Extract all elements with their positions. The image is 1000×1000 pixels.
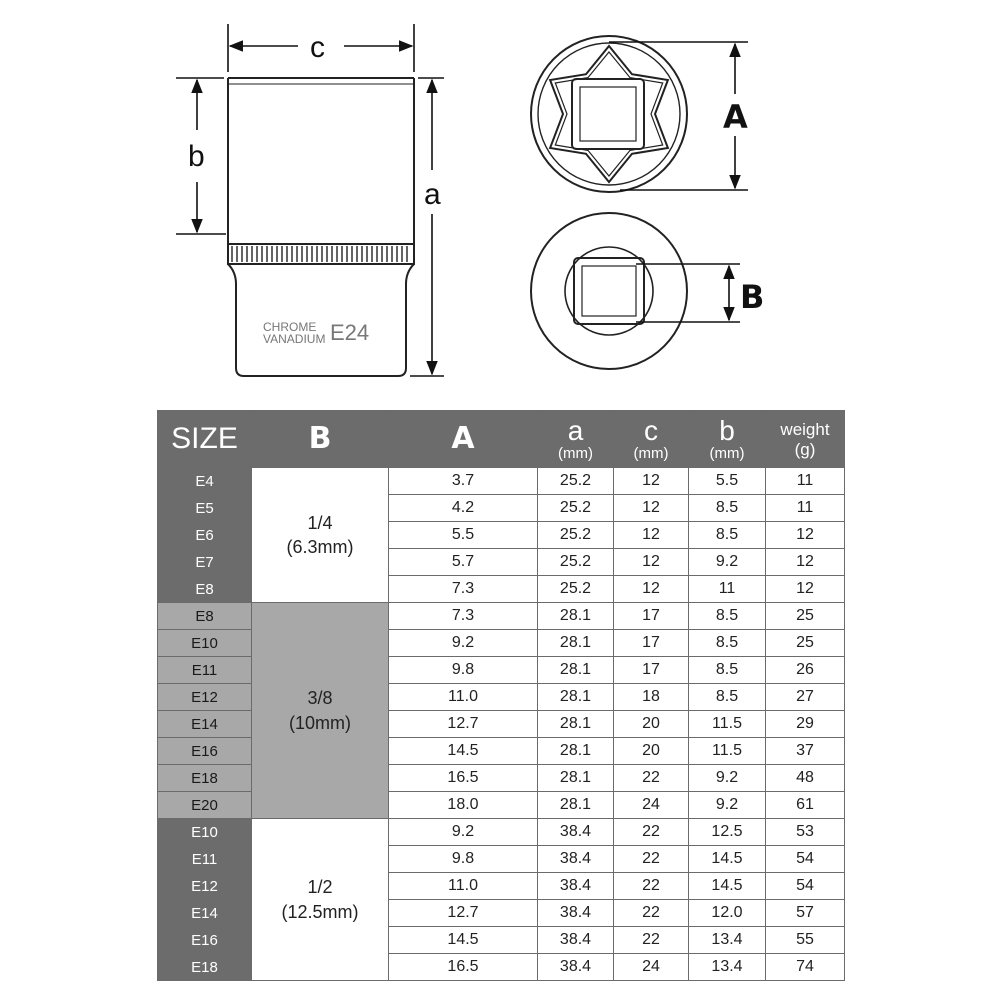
cell-c: 22 [614, 765, 689, 792]
header-b-unit: (mm) [709, 445, 745, 462]
cell-b: 9.2 [689, 549, 766, 576]
cell-c: 22 [614, 846, 689, 873]
drive-mm: (6.3mm) [286, 537, 354, 557]
socket-marking [263, 320, 369, 346]
cell-weight: 11 [766, 468, 845, 495]
cell-a-upper: 3.7 [389, 468, 538, 495]
cell-weight: 37 [766, 738, 845, 765]
cell-a: 25.2 [538, 576, 614, 603]
drive-fraction: 1/2 [307, 877, 333, 898]
cell-drive-size [252, 819, 389, 981]
cell-weight: 25 [766, 630, 845, 657]
table-row [158, 819, 845, 846]
table-header-row [158, 411, 845, 468]
cell-b: 5.5 [689, 468, 766, 495]
cell-b: 11 [689, 576, 766, 603]
cell-size: E10 [158, 819, 252, 846]
cell-b: 12.0 [689, 900, 766, 927]
cell-a-upper: 9.2 [389, 630, 538, 657]
cell-b: 11.5 [689, 738, 766, 765]
cell-size: E8 [158, 576, 252, 603]
cell-c: 24 [614, 954, 689, 981]
cell-c: 17 [614, 657, 689, 684]
cell-a-upper: 5.7 [389, 549, 538, 576]
header-weight [766, 411, 845, 468]
cell-weight: 27 [766, 684, 845, 711]
cell-a-upper: 18.0 [389, 792, 538, 819]
drive-fraction: 1/4 [307, 512, 333, 533]
cell-weight: 55 [766, 927, 845, 954]
cell-size: E12 [158, 873, 252, 900]
cell-a: 28.1 [538, 765, 614, 792]
cell-a: 28.1 [538, 738, 614, 765]
header-c-unit: (mm) [633, 445, 669, 462]
cell-a-upper: 14.5 [389, 927, 538, 954]
cell-weight: 48 [766, 765, 845, 792]
cell-a: 25.2 [538, 522, 614, 549]
drive-mm: (12.5mm) [281, 901, 359, 922]
cell-weight: 25 [766, 603, 845, 630]
cell-c: 22 [614, 873, 689, 900]
torx-end-view [531, 36, 687, 192]
cell-size: E4 [158, 468, 252, 495]
cell-size: E14 [158, 711, 252, 738]
cell-size: E18 [158, 954, 252, 981]
cell-a: 25.2 [538, 549, 614, 576]
cell-weight: 74 [766, 954, 845, 981]
cell-a: 38.4 [538, 900, 614, 927]
cell-a-upper: 16.5 [389, 765, 538, 792]
header-weight-label: weight [780, 419, 830, 439]
cell-weight: 12 [766, 522, 845, 549]
cell-weight: 54 [766, 846, 845, 873]
cell-weight: 11 [766, 495, 845, 522]
cell-a-upper: 16.5 [389, 954, 538, 981]
cell-size: E14 [158, 900, 252, 927]
cell-a-upper: 14.5 [389, 738, 538, 765]
cell-b: 11.5 [689, 711, 766, 738]
cell-size: E12 [158, 684, 252, 711]
dim-label-c: c [310, 31, 325, 64]
cell-a: 25.2 [538, 495, 614, 522]
cell-c: 20 [614, 711, 689, 738]
dim-label-A: A [723, 98, 748, 136]
cell-b: 8.5 [689, 522, 766, 549]
cell-a: 38.4 [538, 819, 614, 846]
header-b [689, 411, 766, 468]
cell-a-upper: 9.8 [389, 657, 538, 684]
cell-size: E18 [158, 765, 252, 792]
cell-a: 38.4 [538, 954, 614, 981]
square-drive-end-view [531, 213, 687, 369]
table-row [158, 468, 845, 495]
dim-label-B: B [740, 278, 765, 316]
cell-weight: 26 [766, 657, 845, 684]
cell-a: 28.1 [538, 603, 614, 630]
cell-c: 22 [614, 927, 689, 954]
header-a-unit: (mm) [558, 445, 593, 462]
cell-a-upper: 7.3 [389, 603, 538, 630]
cell-drive-size [252, 603, 389, 819]
cell-c: 12 [614, 522, 689, 549]
cell-a: 28.1 [538, 657, 614, 684]
marking-line1: CHROME [263, 320, 317, 334]
header-B: B [252, 411, 389, 468]
cell-c: 17 [614, 603, 689, 630]
cell-a-upper: 11.0 [389, 684, 538, 711]
header-c-label: c [644, 415, 658, 446]
cell-a: 38.4 [538, 846, 614, 873]
cell-c: 12 [614, 576, 689, 603]
cell-a: 28.1 [538, 711, 614, 738]
cell-size: E5 [158, 495, 252, 522]
cell-a-upper: 4.2 [389, 495, 538, 522]
cell-b: 8.5 [689, 684, 766, 711]
cell-b: 13.4 [689, 927, 766, 954]
cell-b: 13.4 [689, 954, 766, 981]
cell-size: E16 [158, 738, 252, 765]
header-a-label: a [567, 415, 584, 446]
dim-label-b: b [188, 140, 205, 173]
cell-size: E11 [158, 657, 252, 684]
cell-size: E8 [158, 603, 252, 630]
cell-b: 14.5 [689, 873, 766, 900]
cell-a: 25.2 [538, 468, 614, 495]
cell-weight: 61 [766, 792, 845, 819]
header-a [538, 411, 614, 468]
cell-b: 12.5 [689, 819, 766, 846]
cell-c: 18 [614, 684, 689, 711]
cell-c: 17 [614, 630, 689, 657]
cell-b: 9.2 [689, 765, 766, 792]
cell-size: E10 [158, 630, 252, 657]
cell-b: 8.5 [689, 603, 766, 630]
cell-size: E6 [158, 522, 252, 549]
header-c [614, 411, 689, 468]
cell-c: 22 [614, 819, 689, 846]
cell-c: 12 [614, 468, 689, 495]
dimension-B [636, 264, 740, 322]
cell-a-upper: 9.8 [389, 846, 538, 873]
cell-c: 24 [614, 792, 689, 819]
cell-a: 28.1 [538, 684, 614, 711]
dimension-a [410, 78, 444, 376]
cell-weight: 57 [766, 900, 845, 927]
cell-c: 12 [614, 495, 689, 522]
cell-a: 28.1 [538, 792, 614, 819]
cell-a-upper: 9.2 [389, 819, 538, 846]
marking-line2: VANADIUM [263, 332, 326, 346]
dim-label-a: a [424, 178, 441, 211]
cell-weight: 53 [766, 819, 845, 846]
cell-a-upper: 12.7 [389, 900, 538, 927]
cell-b: 9.2 [689, 792, 766, 819]
cell-size: E16 [158, 927, 252, 954]
cell-weight: 29 [766, 711, 845, 738]
header-size: SIZE [158, 411, 252, 468]
cell-weight: 12 [766, 549, 845, 576]
table-row [158, 603, 845, 630]
cell-size: E7 [158, 549, 252, 576]
cell-a-upper: 5.5 [389, 522, 538, 549]
header-b-label: b [719, 415, 735, 446]
cell-c: 12 [614, 549, 689, 576]
cell-c: 22 [614, 900, 689, 927]
drive-fraction: 3/8 [307, 688, 333, 709]
cell-size: E11 [158, 846, 252, 873]
header-weight-unit: (g) [794, 439, 816, 459]
cell-a-upper: 11.0 [389, 873, 538, 900]
cell-drive-size [252, 468, 389, 603]
marking-size: E24 [330, 320, 370, 345]
cell-a-upper: 12.7 [389, 711, 538, 738]
cell-a: 38.4 [538, 927, 614, 954]
cell-c: 20 [614, 738, 689, 765]
socket-technical-drawing [0, 0, 1000, 405]
cell-b: 8.5 [689, 630, 766, 657]
cell-a: 28.1 [538, 630, 614, 657]
drive-mm: (10mm) [289, 712, 351, 733]
specification-table [157, 410, 845, 981]
cell-size: E20 [158, 792, 252, 819]
cell-a-upper: 7.3 [389, 576, 538, 603]
cell-b: 8.5 [689, 657, 766, 684]
header-A: A [389, 411, 538, 468]
cell-weight: 54 [766, 873, 845, 900]
cell-a: 38.4 [538, 873, 614, 900]
cell-b: 14.5 [689, 846, 766, 873]
cell-b: 8.5 [689, 495, 766, 522]
cell-weight: 12 [766, 576, 845, 603]
